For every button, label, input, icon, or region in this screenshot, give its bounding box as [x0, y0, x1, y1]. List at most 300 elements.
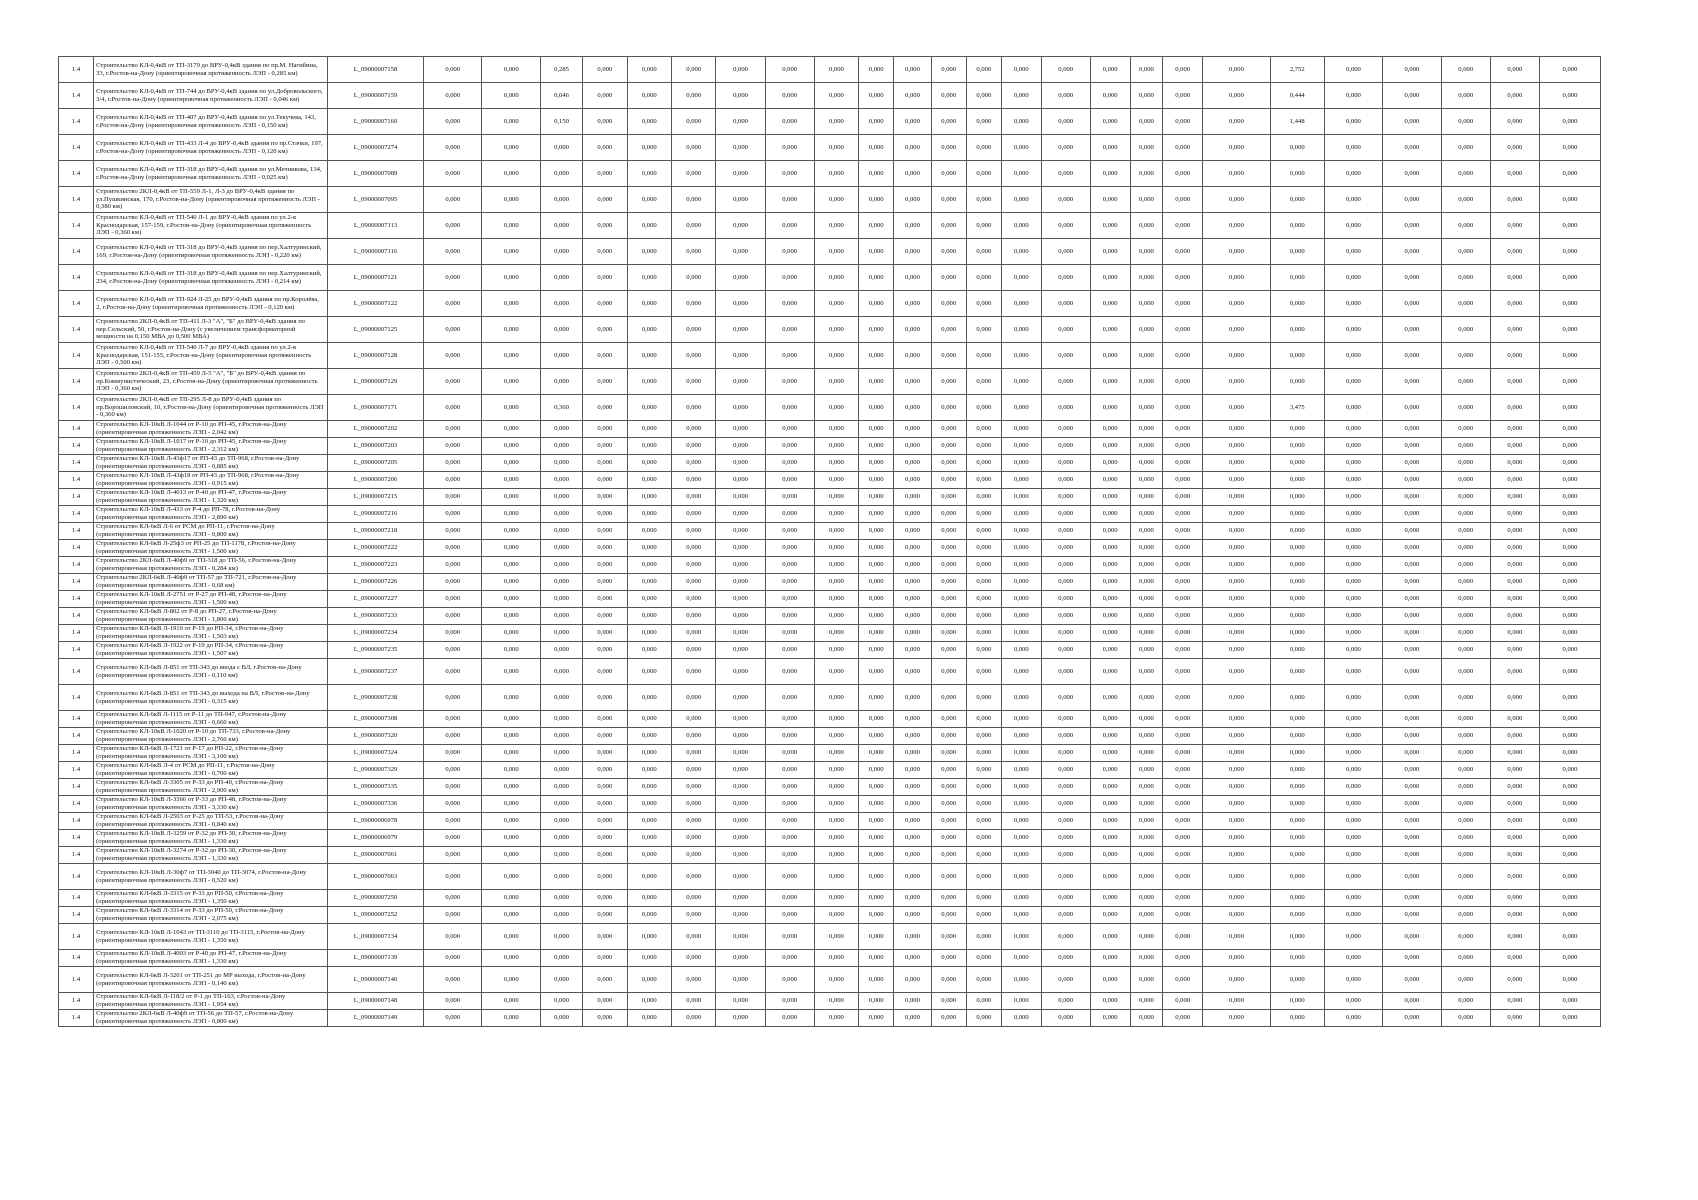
value-cell: 0,000 — [931, 135, 966, 161]
row-number-cell: 1.4 — [59, 864, 94, 890]
value-cell: 0,000 — [1041, 265, 1090, 291]
value-cell: 0,000 — [1324, 796, 1382, 813]
project-name-cell: Строительство КЛ-6кВ Л-25ф3 от РП-25 до ТП-1178, г.Ростов-на-Дону (ориентировочная протяженность ЛЭП - 1,500 км) — [94, 540, 328, 557]
value-cell: 0,000 — [1490, 317, 1539, 343]
value-cell: 0,000 — [765, 343, 814, 369]
value-cell: 0,000 — [424, 574, 482, 591]
value-cell: 0,000 — [671, 455, 715, 472]
value-cell: 0,000 — [931, 847, 966, 864]
value-cell: 0,000 — [1270, 890, 1324, 907]
value-cell: 0,000 — [540, 265, 582, 291]
value-cell: 0,000 — [1203, 625, 1271, 642]
row-number-cell: 1.4 — [59, 993, 94, 1010]
value-cell: 0,000 — [1163, 813, 1203, 830]
value-cell: 0,000 — [627, 239, 671, 265]
value-cell: 0,000 — [1324, 557, 1382, 574]
value-cell: 0,000 — [1090, 864, 1130, 890]
value-cell: 0,000 — [859, 291, 894, 317]
value-cell: 0,000 — [1163, 557, 1203, 574]
value-cell: 0,000 — [765, 109, 814, 135]
row-number-cell: 1.4 — [59, 907, 94, 924]
value-cell: 0,000 — [482, 291, 540, 317]
value-cell: 0,000 — [1490, 421, 1539, 438]
value-cell: 0,000 — [1539, 523, 1600, 540]
value-cell: 0,360 — [540, 395, 582, 421]
row-number-cell: 1.4 — [59, 847, 94, 864]
value-cell: 0,000 — [583, 890, 627, 907]
value-cell: 0,000 — [540, 924, 582, 950]
value-cell: 0,000 — [765, 779, 814, 796]
value-cell: 0,000 — [424, 540, 482, 557]
value-cell: 0,000 — [894, 796, 931, 813]
value-cell: 0,000 — [1270, 685, 1324, 711]
value-cell: 0,000 — [814, 135, 858, 161]
value-cell: 0,000 — [966, 779, 1001, 796]
table-row — [59, 369, 1601, 395]
value-cell: 0,000 — [1090, 395, 1130, 421]
row-number-cell: 1.4 — [59, 813, 94, 830]
value-cell: 0,000 — [894, 779, 931, 796]
value-cell: 0,000 — [814, 57, 858, 83]
value-cell: 0,000 — [966, 950, 1001, 967]
value-cell: 0,000 — [1324, 591, 1382, 608]
value-cell: 0,000 — [583, 950, 627, 967]
value-cell: 0,000 — [1041, 924, 1090, 950]
value-cell: 0,000 — [671, 924, 715, 950]
value-cell: 0,000 — [540, 161, 582, 187]
value-cell: 0,000 — [1324, 187, 1382, 213]
value-cell: 0,000 — [671, 83, 715, 109]
value-cell: 0,000 — [1383, 779, 1441, 796]
value-cell: 0,000 — [1001, 625, 1041, 642]
value-cell: 0,000 — [1490, 438, 1539, 455]
value-cell: 0,000 — [1490, 924, 1539, 950]
value-cell: 0,000 — [966, 523, 1001, 540]
project-name-cell: Строительство КЛ-0,4кВ от ТП-407 до ВРУ-0,4кВ здания по ул.Текучева, 143, г.Ростов-на-Дону (ориентировочная протяженность ЛЭП - 0,150 км) — [94, 109, 328, 135]
value-cell: 0,000 — [1490, 685, 1539, 711]
value-cell: 0,000 — [931, 642, 966, 659]
value-cell: 0,000 — [1383, 540, 1441, 557]
value-cell: 0,000 — [1490, 557, 1539, 574]
value-cell: 0,000 — [1490, 728, 1539, 745]
value-cell: 0,000 — [765, 762, 814, 779]
table-row — [59, 523, 1601, 540]
value-cell: 0,000 — [627, 625, 671, 642]
value-cell: 0,000 — [894, 993, 931, 1010]
row-number-cell: 1.4 — [59, 574, 94, 591]
value-cell: 0,000 — [931, 813, 966, 830]
value-cell: 0,000 — [931, 557, 966, 574]
value-cell: 0,000 — [966, 83, 1001, 109]
value-cell: 0,000 — [859, 728, 894, 745]
value-cell: 0,000 — [1383, 343, 1441, 369]
value-cell: 0,000 — [1441, 291, 1490, 317]
value-cell: 0,000 — [671, 711, 715, 728]
value-cell: 0,000 — [627, 847, 671, 864]
value-cell: 0,000 — [1441, 830, 1490, 847]
value-cell: 0,000 — [1090, 1010, 1130, 1027]
row-number-cell: 1.4 — [59, 213, 94, 239]
value-cell: 0,000 — [627, 421, 671, 438]
value-cell: 0,000 — [894, 728, 931, 745]
value-cell: 0,000 — [1441, 659, 1490, 685]
value-cell: 0,000 — [1090, 574, 1130, 591]
value-cell: 0,000 — [1203, 890, 1271, 907]
value-cell: 0,000 — [540, 506, 582, 523]
value-cell: 0,000 — [1130, 608, 1163, 625]
value-cell: 0,000 — [1130, 369, 1163, 395]
value-cell: 0,000 — [1163, 993, 1203, 1010]
table-row — [59, 343, 1601, 369]
value-cell: 0,000 — [671, 847, 715, 864]
value-cell: 0,000 — [1001, 135, 1041, 161]
value-cell: 0,000 — [765, 265, 814, 291]
project-name-cell: Строительство КЛ-0,4кВ от ТП-318 до ВРУ-0,4кВ здания по ул.Мечникова, 134, г.Ростов-на-Дону (ориентировочная протяженность ЛЭП - 0,025 км) — [94, 161, 328, 187]
value-cell: 0,000 — [1441, 57, 1490, 83]
value-cell: 0,000 — [1041, 711, 1090, 728]
value-cell: 0,000 — [671, 685, 715, 711]
value-cell: 0,000 — [583, 574, 627, 591]
value-cell: 0,000 — [716, 438, 765, 455]
value-cell: 0,000 — [1270, 523, 1324, 540]
value-cell: 0,000 — [814, 317, 858, 343]
value-cell: 0,000 — [894, 557, 931, 574]
value-cell: 0,000 — [1041, 813, 1090, 830]
value-cell: 0,000 — [1383, 685, 1441, 711]
value-cell: 0,000 — [716, 685, 765, 711]
project-code-cell: L_09000007125 — [328, 317, 424, 343]
table-row — [59, 265, 1601, 291]
value-cell: 0,000 — [1383, 864, 1441, 890]
value-cell: 0,000 — [765, 317, 814, 343]
value-cell: 0,000 — [716, 745, 765, 762]
value-cell: 0,000 — [583, 745, 627, 762]
value-cell: 0,000 — [482, 213, 540, 239]
table-row — [59, 924, 1601, 950]
value-cell: 0,000 — [966, 574, 1001, 591]
value-cell: 0,000 — [894, 438, 931, 455]
project-code-cell: L_09000007308 — [328, 711, 424, 728]
project-code-cell: L_09000007113 — [328, 213, 424, 239]
value-cell: 0,000 — [931, 317, 966, 343]
value-cell: 0,000 — [966, 291, 1001, 317]
project-name-cell: Строительство КЛ-0,4кВ от ТП-433 Л-4 до ВРУ-0,4кВ здания по пр.Стачки, 197, г.Ростов-на-Дону (ориентировочная протяженность ЛЭП - 0,120 км) — [94, 135, 328, 161]
value-cell: 0,000 — [1383, 711, 1441, 728]
value-cell: 0,000 — [1041, 591, 1090, 608]
value-cell: 0,000 — [931, 1010, 966, 1027]
value-cell: 0,000 — [814, 796, 858, 813]
project-code-cell: L_09000007329 — [328, 762, 424, 779]
table-row — [59, 161, 1601, 187]
value-cell: 0,000 — [931, 395, 966, 421]
value-cell: 0,000 — [540, 711, 582, 728]
value-cell: 0,000 — [765, 993, 814, 1010]
project-code-cell: L_09000007061 — [328, 847, 424, 864]
value-cell: 0,000 — [1130, 540, 1163, 557]
value-cell: 0,000 — [1130, 187, 1163, 213]
value-cell: 0,000 — [1130, 591, 1163, 608]
value-cell: 0,000 — [583, 135, 627, 161]
value-cell: 0,000 — [424, 993, 482, 1010]
value-cell: 0,000 — [1163, 967, 1203, 993]
value-cell: 0,000 — [765, 745, 814, 762]
value-cell: 0,000 — [1163, 395, 1203, 421]
value-cell: 0,000 — [1270, 540, 1324, 557]
value-cell: 0,000 — [931, 213, 966, 239]
value-cell: 0,000 — [966, 421, 1001, 438]
value-cell: 0,000 — [627, 523, 671, 540]
value-cell: 0,000 — [1130, 438, 1163, 455]
value-cell: 0,000 — [583, 523, 627, 540]
table-row — [59, 830, 1601, 847]
value-cell: 0,000 — [859, 642, 894, 659]
value-cell: 0,000 — [671, 523, 715, 540]
table-row — [59, 213, 1601, 239]
value-cell: 0,000 — [1041, 540, 1090, 557]
value-cell: 0,000 — [1324, 625, 1382, 642]
value-cell: 0,000 — [1203, 591, 1271, 608]
project-name-cell: Строительство 2КЛ-0,4кВ от ТП-411 Л-3 "А", "Б" до ВРУ-0,4кВ здания по пер.Сельский, 50, г.Ростов-на-Дону (с увеличением трансформаторной мощности на 0,150 МВА до 0,500 МВА) — [94, 317, 328, 343]
value-cell: 0,000 — [482, 523, 540, 540]
value-cell: 0,000 — [931, 762, 966, 779]
value-cell: 0,000 — [1090, 890, 1130, 907]
project-code-cell: L_09000007223 — [328, 557, 424, 574]
value-cell: 0,000 — [424, 421, 482, 438]
value-cell: 0,000 — [1130, 395, 1163, 421]
value-cell: 0,000 — [1383, 642, 1441, 659]
value-cell: 0,000 — [1270, 1010, 1324, 1027]
value-cell: 0,000 — [482, 239, 540, 265]
value-cell: 0,000 — [814, 745, 858, 762]
value-cell: 0,000 — [1441, 993, 1490, 1010]
value-cell: 0,000 — [424, 438, 482, 455]
value-cell: 0,000 — [931, 967, 966, 993]
table-body — [59, 57, 1601, 1027]
value-cell: 0,000 — [424, 659, 482, 685]
value-cell: 0,000 — [671, 659, 715, 685]
value-cell: 0,000 — [1441, 924, 1490, 950]
value-cell: 0,000 — [540, 796, 582, 813]
value-cell: 0,000 — [1163, 343, 1203, 369]
value-cell: 0,000 — [859, 455, 894, 472]
table-row — [59, 109, 1601, 135]
value-cell: 0,000 — [814, 187, 858, 213]
project-name-cell: Строительство КЛ-6кВ Л-3315 от Р-33 до РП-50, г.Ростов-на-Дону (ориентировочная протяженность ЛЭП - 1,350 км) — [94, 890, 328, 907]
value-cell: 0,000 — [814, 506, 858, 523]
value-cell: 0,000 — [1324, 265, 1382, 291]
value-cell: 0,000 — [671, 369, 715, 395]
value-cell: 0,000 — [966, 540, 1001, 557]
value-cell: 0,000 — [814, 779, 858, 796]
value-cell: 0,000 — [540, 239, 582, 265]
value-cell: 0,000 — [931, 864, 966, 890]
value-cell: 0,000 — [482, 506, 540, 523]
row-number-cell: 1.4 — [59, 472, 94, 489]
value-cell: 0,000 — [894, 161, 931, 187]
value-cell: 0,000 — [1041, 317, 1090, 343]
value-cell: 0,000 — [583, 421, 627, 438]
value-cell: 0,000 — [583, 540, 627, 557]
table-row — [59, 762, 1601, 779]
value-cell: 0,000 — [1001, 830, 1041, 847]
value-cell: 0,000 — [1203, 317, 1271, 343]
value-cell: 0,000 — [931, 455, 966, 472]
value-cell: 0,000 — [1090, 239, 1130, 265]
value-cell: 0,000 — [482, 890, 540, 907]
value-cell: 0,000 — [1539, 924, 1600, 950]
value-cell: 0,000 — [814, 890, 858, 907]
value-cell: 0,000 — [894, 489, 931, 506]
value-cell: 0,000 — [1383, 455, 1441, 472]
value-cell: 0,000 — [1270, 642, 1324, 659]
value-cell: 0,000 — [1383, 847, 1441, 864]
row-number-cell: 1.4 — [59, 540, 94, 557]
value-cell: 0,000 — [627, 608, 671, 625]
value-cell: 0,000 — [1163, 608, 1203, 625]
value-cell: 0,000 — [859, 993, 894, 1010]
value-cell: 0,000 — [859, 574, 894, 591]
value-cell: 0,000 — [765, 642, 814, 659]
value-cell: 0,000 — [966, 1010, 1001, 1027]
value-cell: 0,000 — [1163, 625, 1203, 642]
table-row — [59, 864, 1601, 890]
value-cell: 0,000 — [1539, 890, 1600, 907]
value-cell: 0,000 — [1001, 557, 1041, 574]
value-cell: 0,000 — [894, 369, 931, 395]
row-number-cell: 1.4 — [59, 830, 94, 847]
value-cell: 0,000 — [583, 489, 627, 506]
value-cell: 0,000 — [716, 813, 765, 830]
value-cell: 0,000 — [671, 574, 715, 591]
value-cell: 0,000 — [931, 591, 966, 608]
value-cell: 0,000 — [1041, 864, 1090, 890]
row-number-cell: 1.4 — [59, 711, 94, 728]
value-cell: 0,000 — [1383, 291, 1441, 317]
value-cell: 0,000 — [1163, 864, 1203, 890]
value-cell: 0,000 — [1441, 967, 1490, 993]
project-name-cell: Строительство КЛ-0,4кВ от ТП-3179 до ВРУ-0,4кВ здания по пр.М. Нагибина, 33, г.Ростов-на-Дону (ориентировочная протяженность ЛЭП - 0,285 км) — [94, 57, 328, 83]
value-cell: 0,000 — [1041, 847, 1090, 864]
value-cell: 0,000 — [482, 796, 540, 813]
value-cell: 0,000 — [1324, 317, 1382, 343]
value-cell: 0,000 — [1001, 506, 1041, 523]
value-cell: 0,000 — [1090, 711, 1130, 728]
value-cell: 0,000 — [1001, 455, 1041, 472]
value-cell: 0,000 — [540, 728, 582, 745]
value-cell: 0,000 — [1324, 161, 1382, 187]
value-cell: 0,000 — [482, 574, 540, 591]
value-cell: 0,000 — [966, 642, 1001, 659]
value-cell: 0,000 — [1539, 642, 1600, 659]
value-cell: 0,000 — [540, 557, 582, 574]
value-cell: 0,000 — [1383, 317, 1441, 343]
value-cell: 0,000 — [1203, 343, 1271, 369]
value-cell: 0,000 — [424, 847, 482, 864]
value-cell: 0,000 — [1441, 369, 1490, 395]
value-cell: 0,000 — [1041, 967, 1090, 993]
value-cell: 0,000 — [1203, 608, 1271, 625]
value-cell: 0,000 — [1001, 265, 1041, 291]
value-cell: 0,000 — [1203, 685, 1271, 711]
value-cell: 0,000 — [1441, 506, 1490, 523]
value-cell: 0,000 — [671, 967, 715, 993]
value-cell: 0,000 — [894, 685, 931, 711]
value-cell: 0,000 — [1270, 239, 1324, 265]
value-cell: 0,000 — [424, 109, 482, 135]
row-number-cell: 1.4 — [59, 291, 94, 317]
value-cell: 0,000 — [1001, 421, 1041, 438]
value-cell: 0,000 — [1383, 239, 1441, 265]
value-cell: 0,000 — [424, 291, 482, 317]
value-cell: 0,000 — [765, 187, 814, 213]
value-cell: 0,000 — [1163, 728, 1203, 745]
value-cell: 0,000 — [424, 813, 482, 830]
value-cell: 0,000 — [765, 395, 814, 421]
value-cell: 0,000 — [583, 830, 627, 847]
value-cell: 0,000 — [814, 813, 858, 830]
value-cell: 0,000 — [859, 213, 894, 239]
project-name-cell: Строительство 2КЛ-6кВ Л-40ф9 от ТП-318 до ТП-56, г.Ростов-на-Дону (ориентировочная протяженность ЛЭП - 0,284 км) — [94, 557, 328, 574]
value-cell: 0,000 — [894, 455, 931, 472]
value-cell: 0,000 — [1270, 967, 1324, 993]
value-cell: 0,000 — [1001, 728, 1041, 745]
value-cell: 0,000 — [1163, 83, 1203, 109]
value-cell: 0,000 — [671, 591, 715, 608]
value-cell: 0,000 — [931, 472, 966, 489]
value-cell: 0,000 — [859, 625, 894, 642]
value-cell: 0,000 — [482, 438, 540, 455]
value-cell: 0,000 — [859, 472, 894, 489]
value-cell: 0,000 — [1490, 187, 1539, 213]
value-cell: 0,000 — [671, 421, 715, 438]
value-cell: 0,000 — [1041, 438, 1090, 455]
value-cell: 0,000 — [583, 57, 627, 83]
value-cell: 0,000 — [814, 265, 858, 291]
value-cell: 0,000 — [1203, 642, 1271, 659]
project-code-cell: L_09000007134 — [328, 924, 424, 950]
value-cell: 0,000 — [894, 187, 931, 213]
value-cell: 0,000 — [1041, 557, 1090, 574]
value-cell: 0,000 — [1441, 1010, 1490, 1027]
project-name-cell: Строительство КЛ-6кВ Л-851 от ТП-343 до выхода на ВЛ, г.Ростов-на-Дону (ориентировочная протяженность ЛЭП - 0,315 км) — [94, 685, 328, 711]
value-cell: 0,000 — [966, 796, 1001, 813]
value-cell: 0,000 — [1203, 438, 1271, 455]
value-cell: 0,000 — [1163, 540, 1203, 557]
value-cell: 0,000 — [966, 762, 1001, 779]
value-cell: 0,000 — [765, 864, 814, 890]
value-cell: 0,000 — [627, 779, 671, 796]
value-cell: 0,000 — [627, 659, 671, 685]
row-number-cell: 1.4 — [59, 187, 94, 213]
value-cell: 0,000 — [1001, 57, 1041, 83]
value-cell: 0,000 — [859, 890, 894, 907]
value-cell: 0,000 — [716, 890, 765, 907]
value-cell: 0,000 — [1539, 993, 1600, 1010]
value-cell: 0,000 — [671, 57, 715, 83]
value-cell: 0,000 — [627, 642, 671, 659]
value-cell: 0,000 — [1041, 830, 1090, 847]
value-cell: 0,000 — [1441, 608, 1490, 625]
value-cell: 0,000 — [765, 813, 814, 830]
value-cell: 0,000 — [716, 187, 765, 213]
value-cell: 0,000 — [583, 608, 627, 625]
value-cell: 0,000 — [894, 239, 931, 265]
value-cell: 0,000 — [859, 659, 894, 685]
value-cell: 0,000 — [1130, 489, 1163, 506]
value-cell: 0,000 — [627, 557, 671, 574]
value-cell: 0,000 — [1383, 745, 1441, 762]
value-cell: 0,000 — [1539, 608, 1600, 625]
